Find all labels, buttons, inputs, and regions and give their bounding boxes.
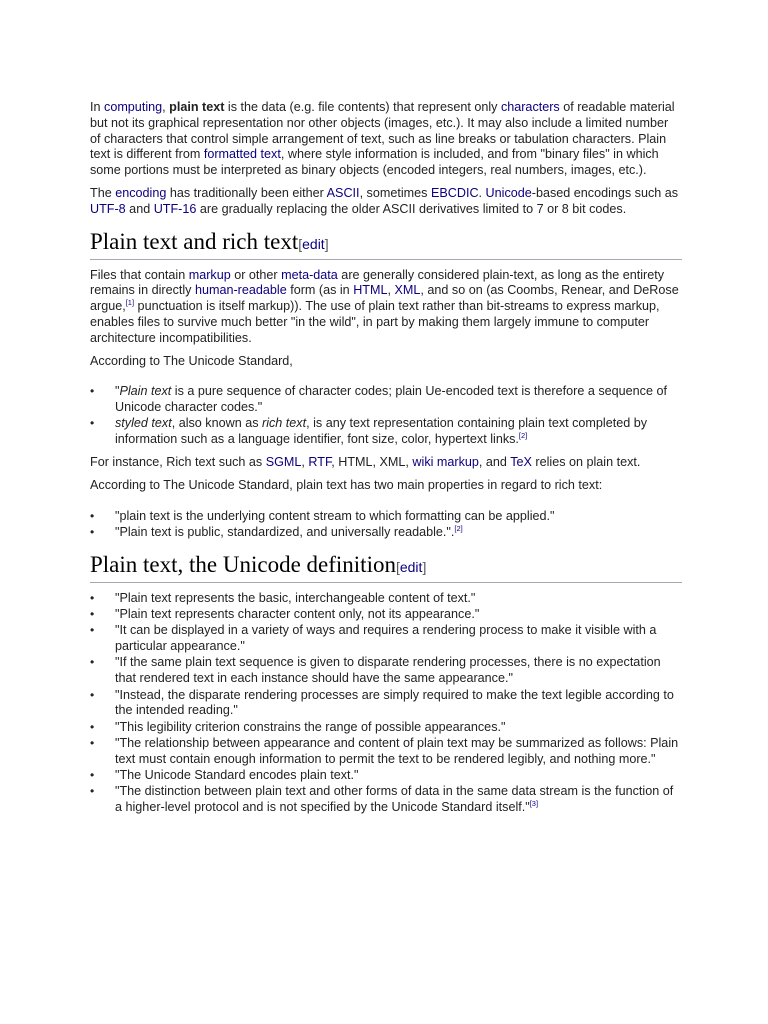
term-plain-text: plain text (169, 100, 225, 114)
reference-2[interactable]: [2] (518, 431, 528, 441)
list-item (90, 416, 682, 448)
text: form (as in (286, 283, 354, 298)
text: "If the same plain text sequence is given to disparate rendering processes, there is no expectation that rendered text in each instance should have the same appearance." (115, 655, 661, 686)
link-ascii[interactable]: ASCII (326, 185, 360, 200)
text: is the data (e.g. file contents) that represent only (224, 100, 501, 114)
edit-link[interactable]: edit (302, 235, 325, 252)
reference-3[interactable]: [3] (529, 799, 539, 809)
edit-link[interactable]: edit (399, 558, 423, 575)
text: , also known as (171, 416, 263, 431)
text: , where style information is included, and from "binary files" in which some portions must be interpreted as binary objects (encoded integers, real numbers, images, etc.). (90, 147, 659, 178)
text: In (90, 100, 105, 114)
text: , (387, 283, 395, 298)
section-heading-plain-text-and-rich-text (90, 228, 682, 260)
text: "It can be displayed in a variety of ways and requires a rendering process to make it visible with a particular appearance." (115, 623, 657, 654)
text: , and (478, 455, 511, 470)
bullet-icon: • (90, 508, 95, 523)
section1-paragraph-1 (90, 268, 682, 347)
bracket: [ (395, 558, 400, 575)
intro-paragraph-2 (90, 186, 682, 218)
text: , is any text representation containing plain text completed by information such as a language identifier, font size, color, hypertext links. (115, 416, 648, 447)
link-formatted-text[interactable]: formatted text (203, 147, 281, 162)
text: "Instead, the disparate rendering processes are simply required to make the text legible according to the intended reading." (115, 687, 674, 718)
bullet-icon: • (90, 524, 95, 539)
edit-section (396, 559, 426, 575)
bullet-icon: • (90, 416, 95, 431)
heading-text: Plain text and rich text (90, 228, 299, 254)
link-human-readable[interactable]: human-readable (194, 283, 287, 298)
italic-term: Plain text (119, 384, 172, 399)
link-tex[interactable]: TeX (510, 455, 532, 470)
link-utf-8[interactable]: UTF-8 (90, 201, 126, 216)
text: "Plain text is public, standardized, and universally readable.". (115, 524, 455, 539)
text: "The distinction between plain text and other forms of data in the same data stream is the function of a higher-level protocol and is not specified by the Unicode Standard itself." (115, 784, 674, 815)
heading-text: Plain text, the Unicode definition (90, 551, 396, 577)
link-xml[interactable]: XML (394, 283, 421, 298)
section1-paragraph-2: According to The Unicode Standard, (90, 353, 293, 368)
list-item (90, 509, 682, 525)
list-item (90, 768, 682, 784)
list-item (90, 655, 682, 687)
bullet-icon: • (90, 687, 95, 702)
text: "This legibility criterion constrains the range of possible appearances." (115, 719, 506, 734)
bullet-icon: • (90, 623, 95, 638)
text: , sometimes (359, 185, 431, 200)
bullet-icon: • (90, 655, 95, 670)
bullet-icon: • (90, 590, 95, 605)
link-utf-16[interactable]: UTF-16 (153, 201, 197, 216)
bullet-list-properties (90, 509, 682, 541)
link-markup[interactable]: markup (188, 267, 231, 282)
list-item (90, 591, 682, 607)
link-html[interactable]: HTML (353, 283, 388, 298)
bullet-list-unicode-standard (90, 384, 682, 448)
link-unicode[interactable]: Unicode (485, 185, 532, 200)
bullet-icon: • (90, 719, 95, 734)
intro-paragraph-1 (90, 100, 682, 179)
bullet-list-unicode-definition (90, 591, 682, 816)
section1-paragraph-3 (90, 455, 682, 471)
text: of readable material but not its graphical representation nor other objects (images, etc.). It may also include a limited number of characters that control simple arrangement of text, such as line breaks or tabulation characters. Plain text is different from (90, 100, 675, 162)
text: "Plain text represents the basic, interchangeable content of text." (115, 590, 476, 605)
text: , and so on (as Coombs, Renear, and DeRose argue, (90, 283, 679, 314)
article-content (90, 100, 682, 823)
link-ebcdic[interactable]: EBCDIC (430, 185, 479, 200)
bullet-icon: • (90, 784, 95, 799)
text: For instance, Rich text such as (90, 455, 266, 470)
text: Files that contain (90, 267, 189, 282)
link-sgml[interactable]: SGML (265, 455, 302, 470)
text: , (162, 100, 170, 114)
list-item (90, 688, 682, 720)
bracket: ] (324, 235, 329, 252)
text: has traditionally been either (166, 185, 327, 200)
list-item (90, 607, 682, 623)
text: . (478, 185, 486, 200)
text: and (125, 201, 154, 216)
text: are gradually replacing the older ASCII derivatives limited to 7 or 8 bit codes. (196, 201, 627, 216)
list-item (90, 384, 682, 416)
link-meta-data[interactable]: meta-data (281, 267, 338, 282)
text: "plain text is the underlying content stream to which formatting can be applied." (115, 508, 555, 523)
edit-section (298, 236, 328, 252)
text: The (90, 185, 116, 200)
link-characters[interactable]: characters (500, 100, 560, 114)
text: "The relationship between appearance and content of plain text may be summarized as follows: Plain text must contain enough information to permit the text to be rendered legibly, and nothing more." (115, 735, 679, 766)
text: , HTML, XML, (331, 455, 413, 470)
link-encoding[interactable]: encoding (115, 185, 167, 200)
link-rtf[interactable]: RTF (308, 455, 332, 470)
link-computing[interactable]: computing (104, 100, 163, 114)
bullet-icon: • (90, 768, 95, 782)
italic-term: rich text (262, 416, 307, 431)
list-item (90, 525, 682, 541)
list-item (90, 784, 682, 816)
text: or other (230, 267, 282, 282)
text: , (301, 455, 309, 470)
link-wiki-markup[interactable]: wiki markup (412, 455, 479, 470)
section1-paragraph-4: According to The Unicode Standard, plain text has two main properties in regard to rich text: (90, 477, 603, 492)
reference-2[interactable]: [2] (454, 523, 463, 533)
italic-term: styled text (115, 416, 172, 431)
text: is a pure sequence of character codes; plain Ue-encoded text is therefore a sequence of Unicode character codes." (115, 384, 667, 415)
list-item (90, 720, 682, 736)
bullet-icon: • (90, 384, 95, 399)
text: relies on plain text. (531, 455, 641, 470)
bullet-icon: • (90, 607, 95, 622)
bracket: [ (298, 235, 303, 252)
text: are generally considered plain-text, as long as the entirety remains in directly (90, 267, 665, 298)
text: -based encodings such as (531, 185, 679, 200)
text: " (115, 384, 120, 399)
section-heading-unicode-definition (90, 551, 682, 583)
text: "The Unicode Standard encodes plain text." (115, 768, 359, 782)
bracket: ] (422, 558, 427, 575)
list-item (90, 736, 682, 768)
bullet-icon: • (90, 735, 95, 750)
list-item (90, 623, 682, 655)
text: punctuation is itself markup)). The use of plain text rather than bit-streams to express markup, enables files to survive much better "in the wild", in part by making them largely immune to computer architecture incompatibilities. (90, 299, 660, 345)
reference-1[interactable]: [1] (125, 298, 135, 308)
text: "Plain text represents character content only, not its appearance." (115, 607, 480, 622)
